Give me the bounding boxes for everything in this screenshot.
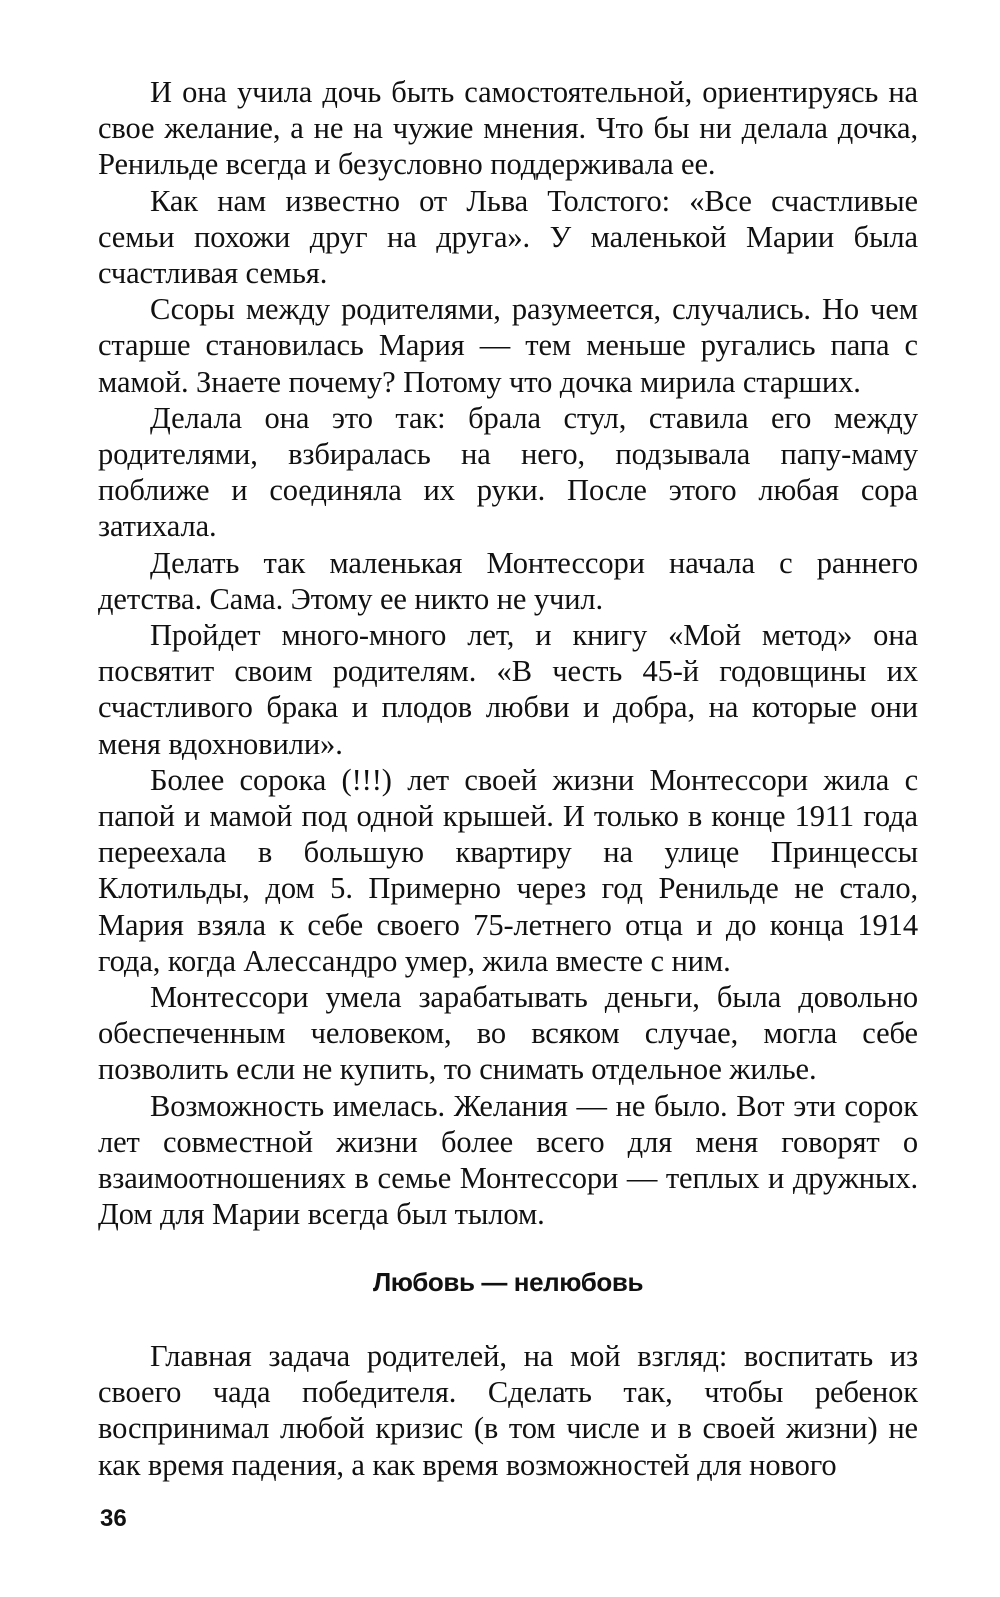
- section-body-text: [98, 1338, 918, 1483]
- body-text: [98, 74, 918, 1233]
- page-number: 36: [100, 1505, 127, 1532]
- paragraph: Более сорока (!!!) лет своей жизни Монтессори жила с папой и мамой под одной крышей. И только в конце 1911 года переехала в большую квартиру на улице Принцессы Клотильды, дом 5. Примерно через год Ренильде не стало, Мария взяла к себе своего 75-летнего отца и до конца 1914 года, когда Алессандро умер, жила вместе с ним.: [98, 762, 918, 978]
- section-heading: Любовь — нелюбовь: [372, 1267, 644, 1297]
- paragraph: Делать так маленькая Монтессори начала с раннего детства. Сама. Этому ее никто не учил.: [98, 545, 918, 616]
- paragraph: Делала она это так: брала стул, ставила его между родителями, взбиралась на него, подзывала папу-маму поближе и соединяла их руки. После этого любая сора затихала.: [98, 400, 918, 544]
- paragraph: Ссоры между родителями, разумеется, случались. Но чем старше становилась Мария — тем меньше ругались папа с мамой. Знаете почему? Потому что дочка мирила старших.: [98, 292, 918, 399]
- paragraph: И она учила дочь быть самостоятельной, ориентируясь на свое желание, а не на чужие мнения. Что бы ни делала дочка, Ренильде всегда и безусловно поддерживала ее.: [98, 75, 918, 182]
- paragraph: Пройдет много-много лет, и книгу «Мой метод» она посвятит своим родителям. «В честь 45-й годовщины их счастливого брака и плодов любви и добра, на которые они меня вдохновили».: [98, 618, 918, 761]
- paragraph: Монтессори умела зарабатывать деньги, была довольно обеспеченным человеком, во всяком случае, могла себе позволить если не купить, то снимать отдельное жилье.: [98, 980, 918, 1087]
- paragraph: Как нам известно от Льва Толстого: «Все счастливые семьи похожи друг на друга». У маленькой Марии была счастливая семья.: [98, 183, 918, 291]
- paragraph: Возможность имелась. Желания — не было. Вот эти сорок лет совместной жизни более всего для меня говорят о взаимоотношениях в семье Монтессори — теплых и дружных. Дом для Марии всегда был тылом.: [98, 1088, 918, 1232]
- paragraph: Главная задача родителей, на мой взгляд: воспитать из своего чада победителя. Сделать так, чтобы ребенок воспринимал любой кризис (в том числе и в своей жизни) не как время падения, а как время возможностей для нового: [98, 1339, 918, 1482]
